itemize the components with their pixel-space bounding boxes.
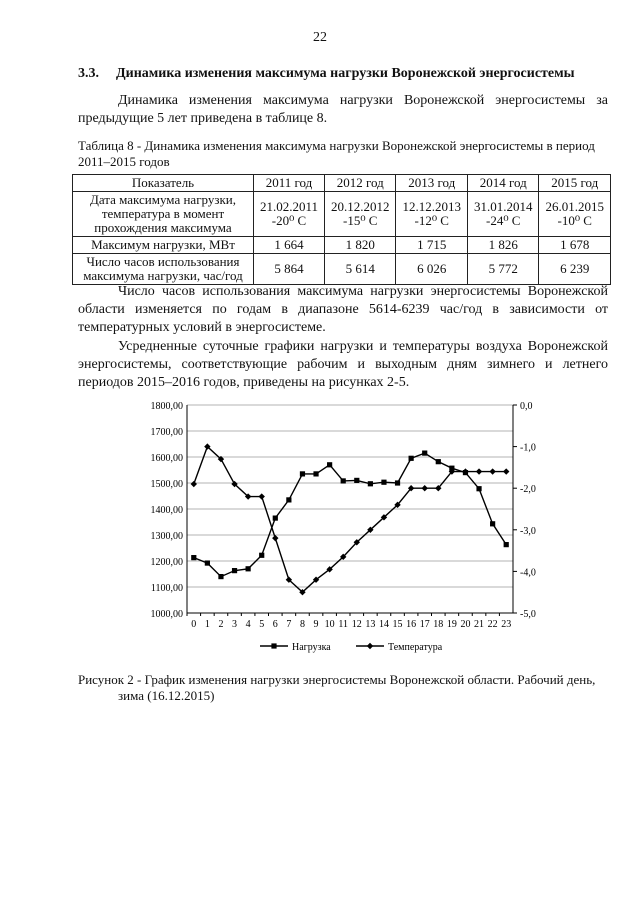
temperature-point xyxy=(489,468,495,474)
table-cell xyxy=(539,192,611,237)
table-row xyxy=(73,254,611,285)
legend-load-marker xyxy=(271,643,276,648)
load-point xyxy=(381,480,386,485)
load-point xyxy=(504,542,509,547)
load-temperature-chart xyxy=(130,392,550,662)
left-tick-label: 1100,00 xyxy=(150,583,183,594)
date-value: 21.02.2011 xyxy=(259,199,318,214)
x-tick-label: 18 xyxy=(433,619,444,630)
x-tick-label: 21 xyxy=(474,619,485,630)
table-header-cell: 2013 год xyxy=(396,175,468,192)
x-tick-label: 5 xyxy=(259,619,265,630)
load-point xyxy=(232,568,237,573)
section-heading xyxy=(78,66,575,82)
x-tick-label: 22 xyxy=(487,619,498,630)
left-tick-label: 1800,00 xyxy=(150,401,183,412)
x-tick-label: 2 xyxy=(218,619,224,630)
x-tick-label: 9 xyxy=(313,619,319,630)
date-value: 26.01.2015 xyxy=(545,199,604,214)
right-tick-label: 0,0 xyxy=(520,401,533,412)
table-cell: 6 026 xyxy=(396,254,468,285)
table-cell: 1 678 xyxy=(539,237,611,254)
x-tick-label: 14 xyxy=(378,619,389,630)
load-point xyxy=(422,451,427,456)
table-cell xyxy=(396,192,468,237)
load-point xyxy=(476,486,481,491)
load-point xyxy=(395,480,400,485)
x-tick-label: 12 xyxy=(351,619,362,630)
left-tick-label: 1000,00 xyxy=(150,609,183,620)
load-point xyxy=(327,462,332,467)
left-tick-label: 1700,00 xyxy=(150,427,183,438)
x-tick-label: 19 xyxy=(446,619,457,630)
left-tick-label: 1500,00 xyxy=(150,479,183,490)
temp-value: -12⁰ С xyxy=(414,213,449,228)
right-tick-label: -1,0 xyxy=(520,442,536,454)
table-row xyxy=(73,192,611,237)
load-point xyxy=(246,566,251,571)
chart-svg xyxy=(130,392,550,662)
paragraph-hours: Число часов использования максимума нагрузки энергосистемы Воронежской области изменяется по годам в диапазоне 5614-6239 час/год в зависимости от температурных условий в энергосистеме. xyxy=(78,284,608,335)
temp-value: -20⁰ С xyxy=(271,213,307,228)
temp-value: -24⁰ С xyxy=(485,213,521,228)
table-cell xyxy=(254,192,325,237)
load-point xyxy=(205,560,210,565)
table-header-cell: Показатель xyxy=(73,175,254,192)
left-tick-label: 1400,00 xyxy=(150,505,183,516)
temp-value: -15⁰ С xyxy=(342,213,378,228)
table-cell: 5 864 xyxy=(254,254,325,285)
load-point xyxy=(341,478,346,483)
load-point xyxy=(286,497,291,502)
table-cell: 1 826 xyxy=(467,237,539,254)
load-point xyxy=(191,555,196,560)
table-row-label: Дата максимума нагрузки, температура в момент прохождения максимума xyxy=(73,192,254,237)
load-point xyxy=(436,459,441,464)
x-tick-label: 0 xyxy=(191,619,197,630)
load-point xyxy=(218,574,223,579)
load-point xyxy=(313,471,318,476)
table-header-cell: 2015 год xyxy=(539,175,611,192)
x-tick-label: 7 xyxy=(286,619,292,630)
table-cell: 5 614 xyxy=(324,254,396,285)
right-tick-label: -4,0 xyxy=(520,567,536,579)
temperature-point xyxy=(476,468,482,474)
table-cell: 1 820 xyxy=(324,237,396,254)
paragraph-intro: Динамика изменения максимума нагрузки Воронежской энергосистемы за предыдущие 5 лет приведена в таблице 8. xyxy=(78,93,608,126)
table-cell: 1 664 xyxy=(254,237,325,254)
x-tick-label: 3 xyxy=(232,619,238,630)
table-row-label: Максимум нагрузки, МВт xyxy=(73,237,254,254)
right-tick-label: -3,0 xyxy=(520,525,536,537)
x-tick-label: 1 xyxy=(204,619,210,630)
x-tick-label: 17 xyxy=(419,619,430,630)
temperature-point xyxy=(503,468,509,474)
x-tick-label: 8 xyxy=(299,619,305,630)
temperature-point xyxy=(191,481,197,487)
left-tick-label: 1200,00 xyxy=(150,557,183,568)
table-row-label: Число часов использования максимума нагрузки, час/год xyxy=(73,254,254,285)
figure-caption-line2: зима (16.12.2015) xyxy=(118,688,215,703)
date-value: 31.01.2014 xyxy=(473,199,533,214)
load-table xyxy=(72,174,611,285)
table-header-cell: 2012 год xyxy=(324,175,396,192)
temperature-point xyxy=(422,485,428,491)
date-value: 12.12.2013 xyxy=(402,199,461,214)
x-tick-label: 16 xyxy=(406,619,417,630)
figure-caption xyxy=(78,672,608,704)
left-tick-label: 1300,00 xyxy=(150,531,183,542)
table-cell xyxy=(467,192,539,237)
table-caption: Таблица 8 - Динамика изменения максимума нагрузки Воронежской энергосистемы в период 2011–2015 годов xyxy=(78,138,595,169)
table-header-cell: 2011 год xyxy=(254,175,325,192)
page-number: 22 xyxy=(313,30,327,45)
x-tick-label: 23 xyxy=(501,619,512,630)
table-cell: 5 772 xyxy=(467,254,539,285)
load-point xyxy=(409,456,414,461)
date-value: 20.12.2012 xyxy=(330,199,390,214)
temperature-point xyxy=(272,535,278,541)
load-point xyxy=(368,481,373,486)
x-tick-label: 13 xyxy=(365,619,376,630)
temp-value: -10⁰ С xyxy=(557,213,592,228)
load-point xyxy=(354,478,359,483)
load-point xyxy=(300,471,305,476)
section-title: Динамика изменения максимума нагрузки Воронежской энергосистемы xyxy=(116,66,575,81)
table-cell xyxy=(324,192,396,237)
x-tick-label: 20 xyxy=(460,619,471,630)
load-point xyxy=(490,521,495,526)
x-tick-label: 10 xyxy=(324,619,335,630)
legend-temperature-label: Температура xyxy=(388,642,443,653)
right-tick-label: -5,0 xyxy=(520,609,536,620)
load-point xyxy=(273,516,278,521)
x-tick-label: 6 xyxy=(272,619,278,630)
x-tick-label: 11 xyxy=(338,619,349,630)
x-tick-label: 4 xyxy=(245,619,251,630)
section-number: 3.3. xyxy=(78,66,99,81)
right-tick-label: -2,0 xyxy=(520,484,536,496)
table-cell: 6 239 xyxy=(539,254,611,285)
table-cell: 1 715 xyxy=(396,237,468,254)
x-tick-label: 15 xyxy=(392,619,403,630)
legend-load-label: Нагрузка xyxy=(292,642,331,653)
table-row xyxy=(73,237,611,254)
paragraph-graphs: Усредненные суточные графики нагрузки и температуры воздуха Воронежской энергосистемы, соответствующие рабочим и выходным дням зимнего и летнего периодов 2015–2016 годов, приведены на рисунках 2-5. xyxy=(78,339,608,390)
legend-temperature-marker xyxy=(367,643,373,649)
left-tick-label: 1600,00 xyxy=(150,453,183,464)
table-header-row xyxy=(73,175,611,192)
table-header-cell: 2014 год xyxy=(467,175,539,192)
figure-caption-line1: Рисунок 2 - График изменения нагрузки энергосистемы Воронежской области. Рабочий день, xyxy=(78,672,596,687)
temperature-point xyxy=(259,493,265,499)
load-point xyxy=(259,553,264,558)
